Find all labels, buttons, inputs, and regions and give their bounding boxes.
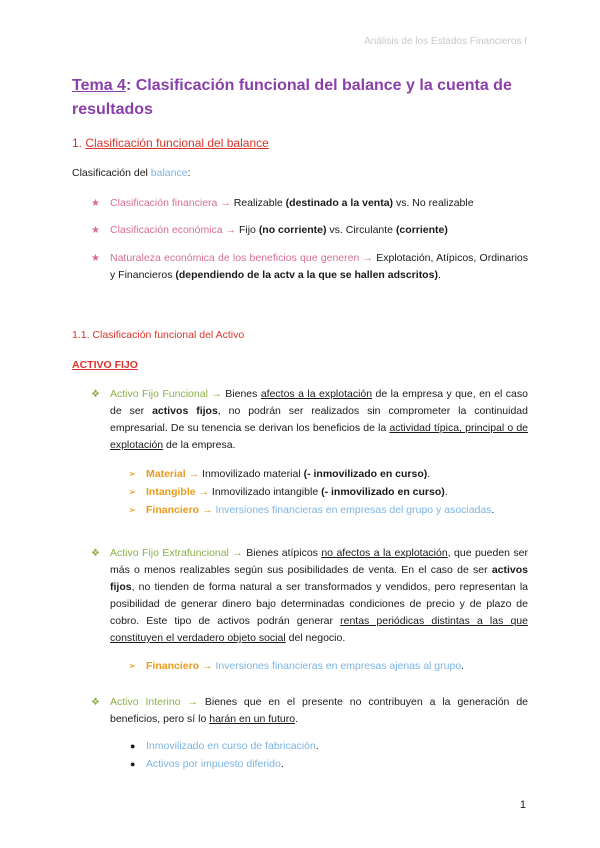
activo-fijo-funcional (110, 386, 528, 454)
section-1-heading (72, 135, 269, 152)
item-end: . (427, 468, 431, 480)
classif-head: Clasificación financiera → (110, 197, 234, 209)
classif-bold: (no corriente) (258, 224, 327, 236)
aextra-text: , no tienden de forma natural a ser transformados y vendidos, pero representan la posibilidad de generar dinero bajo determinadas condiciones de precio y de plazo de cobro. Este tipo de activos podrán generar (110, 581, 528, 627)
classif-text: Explotación, Atípicos, Ordinarios y Financieros (110, 252, 528, 281)
afunc-text: de la empresa y que, en el caso de ser (110, 388, 528, 417)
section-1-link[interactable]: Clasificación funcional del balance (85, 136, 269, 150)
classif-text: . (437, 269, 441, 281)
ainterino-text: . (295, 713, 298, 725)
item-link[interactable]: Inversiones financieras en empresas del grupo y asociadas (215, 504, 492, 516)
aextra-text: Bienes atípicos (246, 547, 322, 559)
star-icon: ★ (91, 198, 100, 209)
afunc-underline: afectos a la explotación (260, 388, 373, 400)
diamond-bullet-icon: ❖ (91, 697, 100, 708)
aextra-text: , que pueden ser más o menos realizables según sus posibilidades de venta. En el caso de ser (110, 547, 528, 576)
afunc-item-material (146, 466, 430, 483)
aextra-item-financiero (146, 658, 464, 675)
item-end: . (461, 660, 465, 672)
item-text: Inmovilizado material (202, 468, 304, 480)
section-1-1-heading: 1.1. Clasificación funcional del Activo (72, 329, 245, 341)
aextra-underline: no afectos a la explotación (321, 547, 448, 559)
intro-text (72, 165, 191, 182)
title-tema: Tema 4 (72, 77, 126, 94)
ainterino-item-2 (146, 756, 284, 773)
classif-bold: (corriente) (395, 224, 448, 236)
star-icon: ★ (91, 225, 100, 236)
arrow-bullet-icon: ➢ (128, 505, 137, 516)
aextra-bold: activos fijos (110, 564, 528, 593)
ainterino-underline: harán en un futuro (209, 713, 296, 725)
afunc-underline: actividad típica, principal o de explotación (110, 422, 528, 451)
intro-label: Clasificación del (72, 167, 151, 179)
aextra-head: Activo Fijo Extrafuncional → (110, 547, 247, 559)
classif-text: Fijo (238, 224, 259, 236)
afunc-text: , no podrán ser realizados sin comprometer la continuidad empresarial. De su tenencia se derivan los beneficios de la (110, 405, 528, 434)
diamond-bullet-icon: ❖ (91, 389, 100, 400)
aextra-text: del negocio. (285, 632, 346, 644)
afunc-head: Activo Fijo Funcional → (110, 388, 226, 400)
classif-bold: (dependiendo de la actv a la que se hallen adscritos) (175, 269, 438, 281)
item-end: . (315, 740, 319, 752)
arrow-bullet-icon: ➢ (128, 487, 137, 498)
balance-link[interactable]: balance (150, 167, 188, 179)
classif-text: Realizable (233, 197, 286, 209)
aextra-underline: rentas periódicas distintas a las que constituyen el verdadero objeto social (110, 615, 528, 644)
afunc-item-financiero (146, 502, 494, 519)
activo-fijo-heading: ACTIVO FIJO (72, 359, 138, 371)
afunc-bold: activos fijos (152, 405, 218, 417)
item-end: . (444, 486, 448, 498)
classif-head: Naturaleza económica de los beneficios que generen → (110, 252, 377, 264)
classif-text: vs. No realizable (393, 197, 474, 209)
classif-item-1 (110, 195, 530, 212)
arrow-bullet-icon: ➢ (128, 469, 137, 480)
afunc-text: Bienes (225, 388, 261, 400)
item-text: Inmovilizado intangible (211, 486, 322, 498)
classif-text: vs. Circulante (326, 224, 396, 236)
title-rest: : Clasificación funcional del balance y la cuenta de resultados (72, 77, 512, 118)
item-head: Material → (146, 468, 203, 480)
item-end: . (280, 758, 284, 770)
star-icon: ★ (91, 253, 100, 264)
classif-bold: (destinado a la venta) (285, 197, 394, 209)
afunc-item-intangible (146, 484, 448, 501)
item-bold: (- inmovilizado en curso) (303, 468, 428, 480)
classif-item-2 (110, 222, 530, 239)
item-end: . (491, 504, 495, 516)
dot-bullet-icon: ● (130, 741, 136, 751)
item-link[interactable]: Inmovilizado en curso de fabricación (146, 740, 316, 752)
page-number: 1 (519, 799, 526, 811)
classif-item-3 (110, 250, 528, 284)
item-link[interactable]: Activos por impuesto diferido (146, 758, 281, 770)
page-title (72, 74, 532, 122)
section-1-number: 1. (72, 136, 86, 150)
diamond-bullet-icon: ❖ (91, 548, 100, 559)
arrow-bullet-icon: ➢ (128, 661, 137, 672)
item-head: Financiero → (146, 660, 216, 672)
item-bold: (- inmovilizado en curso) (321, 486, 445, 498)
ainterino-text: Bienes que en el presente no contribuyen a la generación de beneficios, pero sí lo (110, 696, 528, 725)
classif-head: Clasificación económica → (110, 224, 239, 236)
activo-interino (110, 694, 528, 728)
intro-colon: : (187, 167, 191, 179)
ainterino-head: Activo Interino → (110, 696, 205, 708)
afunc-text: de la empresa. (163, 439, 236, 451)
item-head: Financiero → (146, 504, 216, 516)
item-head: Intangible → (146, 486, 212, 498)
activo-fijo-extrafuncional (110, 545, 528, 647)
item-link[interactable]: Inversiones financieras en empresas ajenas al grupo (215, 660, 462, 672)
ainterino-item-1 (146, 738, 319, 755)
dot-bullet-icon: ● (130, 759, 136, 769)
running-header: Análisis de los Estados Financieros I (364, 36, 527, 47)
